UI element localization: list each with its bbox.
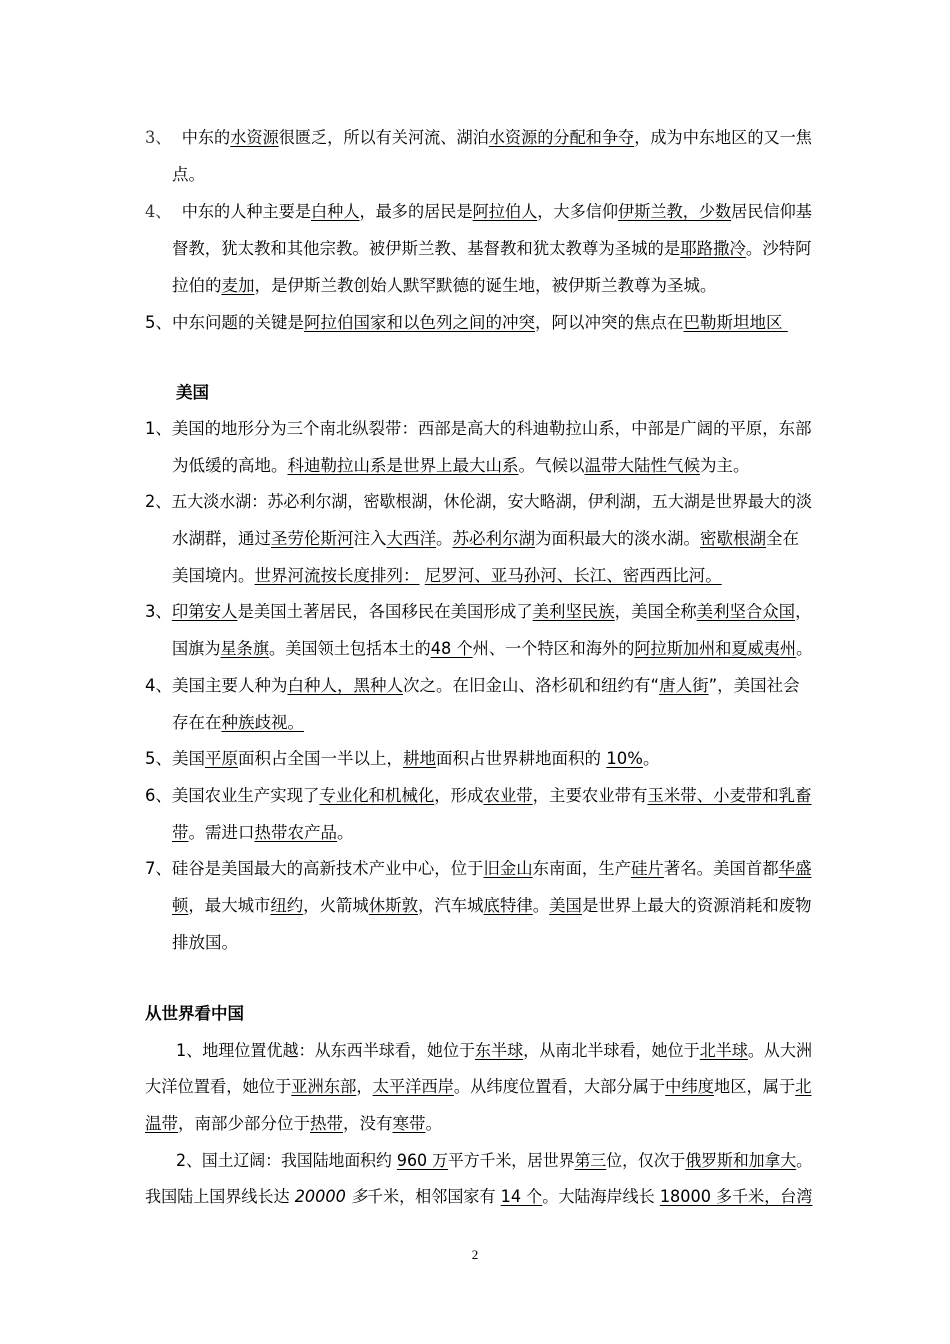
text-segment: 次之。在旧金山、洛杉矶和纽约有“ xyxy=(403,676,660,695)
text-segment: 20000 多 xyxy=(294,1187,367,1206)
underlined-answer: 阿拉伯人 xyxy=(472,202,538,221)
text-segment: ，汽车城 xyxy=(417,896,484,915)
text-segment: 为面积最大的淡水湖。 xyxy=(535,529,700,548)
text-segment: 5、美国 xyxy=(145,749,205,768)
text-segment: 。沙特阿 xyxy=(745,239,812,258)
text-segment: 位，仅次于 xyxy=(606,1151,686,1170)
text-segment: ，南部少部分位于 xyxy=(178,1114,310,1133)
underlined-answer: 18000 多千米，台湾 xyxy=(659,1187,813,1206)
text-segment: 。气候以 xyxy=(518,456,585,475)
text-segment: 美国 xyxy=(176,383,209,402)
underlined-answer: 热带农产品 xyxy=(254,823,337,842)
text-segment: 6、美国农业生产实现了 xyxy=(145,786,320,805)
text-line xyxy=(172,931,238,955)
underlined-answer: 美国 xyxy=(549,896,582,915)
text-segment: 。需进口 xyxy=(188,823,255,842)
text-segment: 4、美国主要人种为 xyxy=(145,676,288,695)
underlined-answer: 种族歧视。 xyxy=(221,713,304,732)
page-number: 2 xyxy=(471,1247,479,1262)
text-segment: 。 xyxy=(642,749,660,768)
underlined-answer: 世界河流按长度排列： xyxy=(254,566,420,585)
text-segment: ，没有 xyxy=(343,1114,393,1133)
text-segment: 1、地理位置优越：从东西半球看，她位于 xyxy=(176,1041,476,1060)
underlined-answer: 华盛 xyxy=(778,859,812,878)
text-segment: 大洋位置看，她位于 xyxy=(145,1077,292,1096)
underlined-answer: 白种人 xyxy=(311,202,360,221)
text-line xyxy=(145,1075,811,1099)
text-segment: ，阿以冲突的焦点在 xyxy=(535,313,684,332)
underlined-answer: 密歇根湖 xyxy=(700,529,766,548)
text-segment: 7、硅谷是美国最大的高新技术产业中心，位于 xyxy=(145,859,484,878)
text-line xyxy=(172,454,750,478)
text-segment: ，主要农业带有 xyxy=(532,786,648,805)
text-segment: 从世界看中国 xyxy=(145,1004,244,1023)
underlined-answer: 印第安人 xyxy=(171,602,238,621)
underlined-answer: 温带大陆性气候 xyxy=(584,456,700,475)
underlined-answer: 平原 xyxy=(205,749,238,768)
text-segment: 中东的 xyxy=(171,128,231,147)
underlined-answer: 硅片 xyxy=(631,859,664,878)
text-segment: ，形成 xyxy=(434,786,484,805)
underlined-answer: 美利坚民族 xyxy=(532,602,615,621)
section-heading xyxy=(145,1002,244,1026)
underlined-answer: 大西洋 xyxy=(386,529,436,548)
section-heading xyxy=(176,381,209,405)
text-segment: 水湖群，通过 xyxy=(172,529,271,548)
text-line xyxy=(145,417,811,441)
text-segment: ，最多的居民是 xyxy=(359,202,473,221)
underlined-answer: 带 xyxy=(172,823,189,842)
text-segment: 5、中东问题的关键是 xyxy=(145,313,304,332)
underlined-answer: 俄罗斯和加拿大 xyxy=(685,1151,797,1170)
underlined-answer: 巴勒斯坦地区 xyxy=(683,313,788,332)
underlined-answer: 14 个 xyxy=(500,1187,543,1206)
text-segment: 美国境内。 xyxy=(172,566,255,585)
text-segment: 为主。 xyxy=(700,456,750,475)
text-segment: 千米，相邻国家有 xyxy=(366,1187,501,1206)
underlined-answer: 阿拉斯加州和夏威夷州 xyxy=(634,639,797,658)
text-segment: 州、一个特区和海外的 xyxy=(472,639,635,658)
text-line xyxy=(172,163,205,187)
text-segment: 注入 xyxy=(353,529,387,548)
underlined-answer: 玉米带、小麦带和乳畜 xyxy=(647,786,812,805)
underlined-answer: 顿 xyxy=(172,896,189,915)
text-line xyxy=(172,527,799,551)
text-segment: 。 xyxy=(796,639,813,658)
text-line xyxy=(145,1112,442,1136)
text-line xyxy=(145,600,811,624)
text-segment: 3、 xyxy=(145,128,172,147)
text-line xyxy=(172,637,812,661)
underlined-answer: 阿拉伯国家和以色列之间的冲突 xyxy=(304,313,535,332)
text-segment: 国旗为 xyxy=(172,639,221,658)
text-segment: 4、 xyxy=(145,202,172,221)
text-line xyxy=(145,747,659,771)
text-segment: 排放国。 xyxy=(172,933,238,952)
underlined-answer: 纽约 xyxy=(270,896,304,915)
text-line xyxy=(145,126,812,150)
underlined-answer: 麦加 xyxy=(221,276,255,295)
text-segment: ， xyxy=(795,602,812,621)
text-segment: ”，美国社会 xyxy=(708,676,800,695)
text-segment: 很匮乏，所以有关河流、湖泊 xyxy=(278,128,489,147)
text-segment: ，从南北半球看，她位于 xyxy=(523,1041,700,1060)
text-segment: 3、 xyxy=(145,602,172,621)
text-segment: 。 xyxy=(532,896,550,915)
underlined-answer: 太平洋西岸 xyxy=(372,1077,454,1096)
text-line xyxy=(172,274,717,298)
underlined-answer: 唐人街 xyxy=(659,676,709,695)
underlined-answer: 科迪勒拉山系是世界上最大山系 xyxy=(287,456,519,475)
underlined-answer: 底特律 xyxy=(483,896,533,915)
text-segment: ， xyxy=(356,1077,373,1096)
underlined-answer: 伊斯兰教，少数 xyxy=(618,202,732,221)
underlined-answer: 耶路撒冷 xyxy=(680,239,746,258)
underlined-answer: 耕地 xyxy=(403,749,436,768)
text-line xyxy=(172,894,812,918)
text-segment: 著名。美国首都 xyxy=(663,859,779,878)
text-segment: 居民信仰基 xyxy=(731,202,812,221)
underlined-answer: 北半球 xyxy=(699,1041,748,1060)
text-segment: 。 xyxy=(796,1151,813,1170)
underlined-answer: 尼罗河、亚马孙河、长江、密西西比河。 xyxy=(424,566,722,585)
text-segment: ，最大城市 xyxy=(188,896,271,915)
underlined-answer: 第三 xyxy=(574,1151,607,1170)
text-segment: ，成为中东地区的又一焦 xyxy=(634,128,812,147)
underlined-answer: 10% xyxy=(606,749,643,768)
underlined-answer: 星条旗 xyxy=(220,639,270,658)
underlined-answer: 亚洲东部 xyxy=(291,1077,357,1096)
text-segment: 为低缓的高地。 xyxy=(172,456,288,475)
underlined-answer: 热带 xyxy=(310,1114,343,1133)
text-segment: ，是伊斯兰教创始人默罕默德的诞生地，被伊斯兰教尊为圣城。 xyxy=(254,276,717,295)
text-line xyxy=(172,821,354,845)
text-segment: 东南面，生产 xyxy=(532,859,632,878)
text-segment: 地区，属于 xyxy=(713,1077,796,1096)
underlined-answer: 休斯敦 xyxy=(368,896,418,915)
text-segment: 。大陆海岸线长 xyxy=(542,1187,660,1206)
underlined-answer: 白种人，黑种人 xyxy=(287,676,403,695)
text-line xyxy=(176,1149,812,1173)
underlined-answer: 旧金山 xyxy=(483,859,533,878)
underlined-answer: 东半球 xyxy=(475,1041,524,1060)
text-segment: 拉伯的 xyxy=(172,276,222,295)
underlined-answer: 寒带 xyxy=(392,1114,426,1133)
underlined-answer: 美利坚合众国 xyxy=(696,602,796,621)
text-segment: 中东的人种主要是 xyxy=(171,202,312,221)
text-segment: 平方千米，居世界 xyxy=(447,1151,575,1170)
text-line xyxy=(145,674,800,698)
underlined-answer: 北 xyxy=(795,1077,812,1096)
underlined-answer: 中纬度 xyxy=(665,1077,714,1096)
text-segment: 点。 xyxy=(172,165,205,184)
text-segment: 面积占全国一半以上， xyxy=(238,749,403,768)
text-line xyxy=(145,490,812,514)
underlined-answer: 农业带 xyxy=(483,786,533,805)
text-segment: 1、美国的地形分为三个南北纵裂带：西部是高大的科迪勒拉山系，中部是广阔的平原，东部 xyxy=(145,419,812,438)
text-segment: 是世界上最大的资源消耗和废物 xyxy=(581,896,812,915)
text-segment: ，美国全称 xyxy=(614,602,697,621)
text-segment: 面积占世界耕地面积的 xyxy=(436,749,607,768)
text-segment: 我国陆上国界线长达 xyxy=(145,1187,295,1206)
text-segment: 。从纬度位置看，大部分属于 xyxy=(453,1077,666,1096)
text-segment: 。 xyxy=(337,823,354,842)
text-segment: 。 xyxy=(436,529,453,548)
text-line xyxy=(172,237,812,261)
text-line xyxy=(176,1039,812,1063)
text-line xyxy=(145,311,788,335)
text-segment: 2、五大淡水湖：苏必利尔湖，密歇根湖，休伦湖，安大略湖，伊利湖，五大湖是世界最大的淡 xyxy=(145,492,813,511)
underlined-answer: 48 个 xyxy=(430,639,473,658)
underlined-answer: 960 万 xyxy=(396,1151,448,1170)
text-line xyxy=(172,711,304,735)
text-segment: 存在在 xyxy=(172,713,222,732)
underlined-answer: 温带 xyxy=(145,1114,178,1133)
text-line xyxy=(172,564,722,588)
underlined-answer: 水资源 xyxy=(230,128,279,147)
text-segment: 全在 xyxy=(766,529,799,548)
text-line xyxy=(145,1185,812,1209)
text-segment: 是美国土著居民，各国移民在美国形成了 xyxy=(237,602,533,621)
text-segment: 2、国土辽阔：我国陆地面积约 xyxy=(176,1151,397,1170)
underlined-answer: 专业化和机械化 xyxy=(319,786,435,805)
text-line xyxy=(145,784,811,808)
underlined-answer: 苏必利尔湖 xyxy=(452,529,535,548)
text-segment: 督教，犹太教和其他宗教。被伊斯兰教、基督教和犹太教尊为圣城的是 xyxy=(172,239,681,258)
text-line xyxy=(145,857,811,881)
text-segment: ，火箭城 xyxy=(303,896,369,915)
text-segment: ，大多信仰 xyxy=(537,202,619,221)
text-line xyxy=(145,200,812,224)
text-segment: 。美国领土包括本土的 xyxy=(269,639,431,658)
underlined-answer: 水资源的分配和争夺 xyxy=(488,128,635,147)
underlined-answer: 圣劳伦斯河 xyxy=(271,529,354,548)
text-segment: 。 xyxy=(425,1114,442,1133)
text-segment: 。从大洲 xyxy=(747,1041,813,1060)
